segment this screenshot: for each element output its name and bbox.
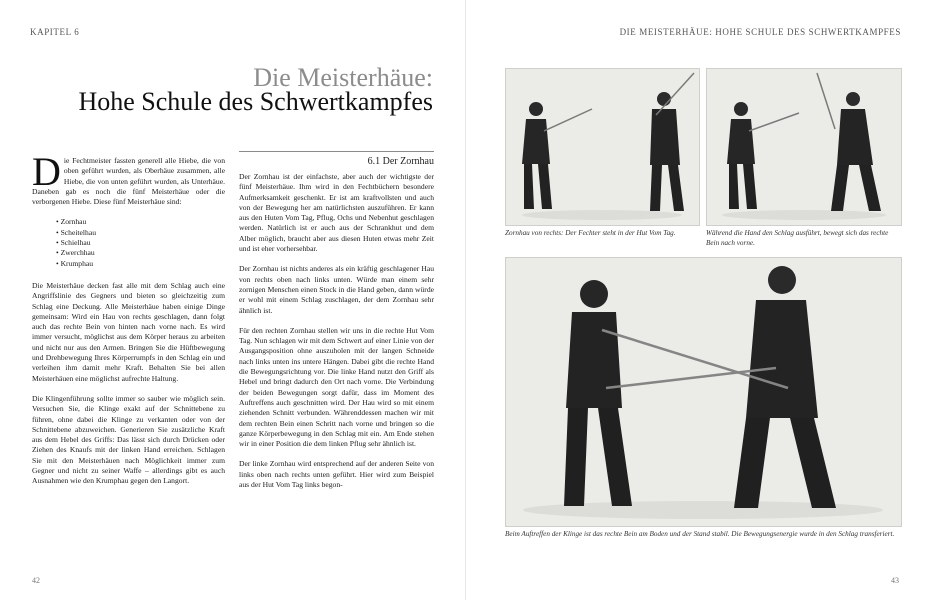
list-item: • Schielhau (56, 238, 225, 248)
body-paragraph: Für den rechten Zornhau stellen wir uns in die rechte Hut Vom Tag. Nun schlagen wir mit dem Schwert auf einer Linie von der Ausgangsposition ohne auszuholen mit der langen Schneide nach links unten ins untere Hängen. Dabei gibt die rechte Hand die Bewegungsrichtung vor. Die linke Hand nutzt den Griff als Hebel und bringt dadurch den Ort nach vorne. Die Verbindung der beiden Bewegungen sorgt dafür, dass im Moment des Auftreffens auch geschnitten wird. Der Hau wird so mit einem ziehenden Schnitt verbunden. Währenddessen machen wir mit dem rechten Bein einen Schritt nach vorne und bringen so die ganze Körperbewegung in den Schlag mit ein. Am Ende stehen wir in einer Position die dem linken Pflug sehr ähnlich ist. (239, 325, 434, 449)
caption-photo2: Während die Hand den Schlag ausführt, bewegt sich das rechte Bein nach vorne. (706, 229, 889, 247)
section-rule (239, 151, 434, 152)
photo-zornhau-strike (706, 68, 902, 226)
list-item: • Zwerchhau (56, 248, 225, 258)
intro-text: ie Fechtmeister fassten generell alle Hiebe, die von oben geführt wurden, als Oberhäue zusammen, alle Hiebe, die von unten geführt wurden, als Unterhäue. Daneben gab es noch die fünf Meisterhäue oder die verborgenen Hiebe. Diese fünf Meisterhäue sind: (32, 156, 225, 207)
chapter-title (30, 63, 433, 116)
chapter-title-line2: Hohe Schule des Schwertkampfes (78, 87, 433, 116)
photo-figure (506, 69, 699, 225)
text-column-right (239, 172, 434, 500)
chapter-header: KAPITEL 6 (30, 27, 80, 37)
page-number-right: 43 (891, 576, 899, 585)
section-heading: 6.1 Der Zornhau (367, 156, 434, 167)
list-item: • Scheitelhau (56, 228, 225, 238)
intro-paragraph (32, 149, 225, 207)
body-paragraph: Der linke Zornhau wird entsprechend auf der anderen Seite von links oben nach rechts unten geführt. Hier wird zum Beispiel aus der Hut Vom Tag links begon- (239, 459, 434, 490)
caption-photo3: Beim Auftreffen der Klinge ist das rechte Bein am Boden und der Stand stabil. Die Bewegungsenergie wurde in den Schlag transferiert. (505, 530, 895, 538)
text-column-left (32, 149, 225, 497)
photo-zornhau-impact (505, 257, 902, 527)
drop-cap: D (32, 149, 61, 194)
list-item: • Krumphau (56, 259, 225, 269)
body-paragraph: Der Zornhau ist nichts anderes als ein kräftig geschlagener Hau von rechts oben nach links unten. Würde man einem sehr zornigen Menschen einen Stock in die Hand geben, dann würde er wohl mit einem Schlag zuschlagen, der dem Zornhau sehr ähnlich ist. (239, 264, 434, 315)
list-item: • Zornhau (56, 217, 225, 227)
running-title: DIE MEISTERHÄUE: HOHE SCHULE DES SCHWERTKAMPFES (619, 27, 901, 37)
photo-figure (506, 258, 901, 526)
meisterhaeue-list (32, 217, 225, 268)
chapter-title-line1: Die Meisterhäue: (253, 63, 433, 92)
body-paragraph: Die Klingenführung sollte immer so sauber wie möglich sein. Versuchen Sie, die Klinge exakt auf der Schnittebene zu führen, ohne dabei die Klinge zu verkanten oder von der Schnittebene abzuweichen. Generieren Sie zusätzliche Kraft aus dem Hebel des Griffs: Das lässt sich durch Drücken oder Ziehen des Knaufs mit der linken Hand erreichen. Schlagen Sie mit den Meisterhäuen nach Möglichkeit immer zum Gegner und nicht zu seiner Waffe – allerdings gibt es auch Ausnahmen wie den Krumphau gegen den Langort. (32, 393, 225, 486)
page-number-left: 42 (32, 576, 40, 585)
body-paragraph: Der Zornhau ist der einfachste, aber auch der wichtigste der fünf Meisterhäue. Ihm wird in den Fechtbüchern besondere Aufmerksamkeit geschenkt. Er ist am kraftvollsten und auch von der Bewegung her am natürlichsten auszuführen. Er kann aus den Huten Vom Tag, Pflug, Ochs und Nebenhut geschlagen werden. Natürlich ist er auch aus der Schrankhut und dem Alber möglich, braucht aber aus diesen Huten etwas mehr Zeit und ist eher vorhersehbar. (239, 172, 434, 254)
photo-zornhau-start (505, 68, 700, 226)
body-paragraph: Die Meisterhäue decken fast alle mit dem Schlag auch eine Angriffslinie des Gegners und bieten so gleichzeitig zum Schlag eine Deckung. Alle Meisterhäue haben einige Dinge gemeinsam: Wird ein Hau von rechts geschlagen, dann folgt auch das rechte Bein von hinten nach vorne nach. Es wird immer versucht, möglichst aus dem Körper heraus zu arbeiten und nicht nur aus den Armen. Bringen Sie die Hüftbewegung und Drehbewegung Ihres Körperrumpfs in den Schlag ein und verleihen ihm damit mehr Kraft. Behalten Sie bei allen Meisterhäuen eine möglichst aufrechte Haltung. (32, 280, 225, 383)
photo-figure (707, 69, 901, 225)
page-gutter (465, 0, 466, 600)
caption-photo1: Zornhau von rechts: Der Fechter steht in der Hut Vom Tag. (505, 229, 676, 237)
